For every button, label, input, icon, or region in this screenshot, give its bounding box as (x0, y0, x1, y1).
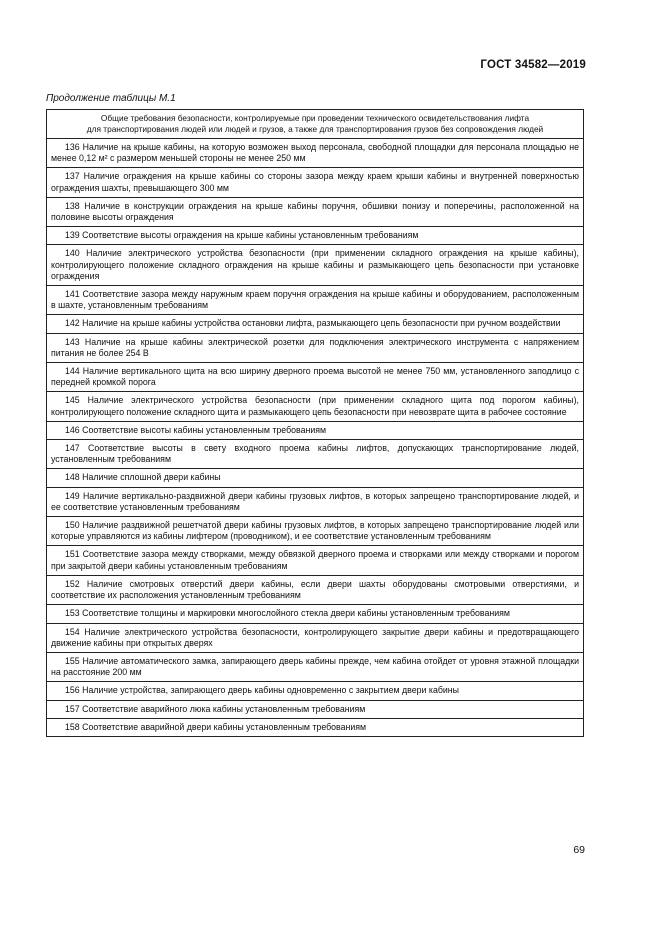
table-row (47, 575, 584, 604)
table-cell: 148 Наличие сплошной двери кабины (47, 469, 584, 487)
table-cell: 142 Наличие на крыше кабины устройства остановки лифта, размыкающего цепь безопасности при ручном воздействии (47, 315, 584, 333)
table-row (47, 363, 584, 392)
table-cell: 147 Соответствие высоты в свету входного проема кабины лифтов, допускающих транспортирование людей, установленным требованиям (47, 440, 584, 469)
table-cell: 156 Наличие устройства, запирающего дверь кабины одновременно с закрытием двери кабины (47, 682, 584, 700)
table-row (47, 421, 584, 439)
table-cell: 153 Соответствие толщины и маркировки многослойного стекла двери кабины установленным требованиям (47, 605, 584, 623)
table-cell: 146 Соответствие высоты кабины установленным требованиям (47, 421, 584, 439)
table-cell: 150 Наличие раздвижной решетчатой двери кабины грузовых лифтов, в которых запрещено транспортирование людей или которые управляются из кабины лифтером (проводником), и ее соответствие установленным требованиям (47, 517, 584, 546)
table-cell: 140 Наличие электрического устройства безопасности (при применении складного ограждения на крыше кабины), контролирующего положение складного ограждения на крыше кабины и размыкающего цепь безопасности при установке ограждения (47, 245, 584, 286)
table-cell: 141 Соответствие зазора между наружным краем поручня ограждения на крыше кабины и оборудованием, расположенным в шахте, установленным требованиям (47, 286, 584, 315)
table-row (47, 440, 584, 469)
table-cell: 157 Соответствие аварийного люка кабины установленным требованиям (47, 700, 584, 718)
table-cell: 138 Наличие в конструкции ограждения на крыше кабины поручня, обшивки понизу и поперечины, расположенной на половине высоты ограждения (47, 197, 584, 226)
table-row (47, 245, 584, 286)
table-row (47, 315, 584, 333)
table-row (47, 682, 584, 700)
table-row (47, 718, 584, 736)
table-row (47, 168, 584, 197)
table-row (47, 517, 584, 546)
table-row (47, 469, 584, 487)
page-number: 69 (573, 844, 585, 856)
table-cell: 137 Наличие ограждения на крыше кабины со стороны зазора между краем крыши кабины и внутренней поверхностью ограждения шахты, превышающего 300 мм (47, 168, 584, 197)
table-header-line-2: для транспортирования людей или людей и грузов, а также для транспортирования грузов без сопровождения людей (86, 124, 544, 134)
table-row (47, 605, 584, 623)
table-cell: 139 Соответствие высоты ограждения на крыше кабины установленным требованиям (47, 227, 584, 245)
table-cell: 136 Наличие на крыше кабины, на которую возможен выход персонала, свободной площадки для персонала площадью не менее 0,12 м² с размером меньшей стороны не менее 250 мм (47, 139, 584, 168)
table-header-cell (47, 110, 584, 139)
table-row (47, 700, 584, 718)
table-row (47, 487, 584, 516)
table-cell: 149 Наличие вертикально-раздвижной двери кабины грузовых лифтов, в которых запрещено транспортирование людей, и ее соответствие установленным требованиям (47, 487, 584, 516)
table-row (47, 652, 584, 681)
table-row (47, 392, 584, 421)
table-row (47, 546, 584, 575)
table-cell: 155 Наличие автоматического замка, запирающего дверь кабины прежде, чем кабина отойдет от уровня этажной площадки на расстояние 200 мм (47, 652, 584, 681)
table-cell: 143 Наличие на крыше кабины электрической розетки для подключения электрического инструмента с напряжением питания не более 254 В (47, 333, 584, 362)
document-code: ГОСТ 34582—2019 (480, 59, 586, 71)
table-cell: 158 Соответствие аварийной двери кабины установленным требованиям (47, 718, 584, 736)
table-header-line-1: Общие требования безопасности, контролируемые при проведении технического освидетельствования лифта (100, 113, 530, 123)
table-row (47, 139, 584, 168)
table-cell: 152 Наличие смотровых отверстий двери кабины, если двери шахты оборудованы смотровыми отверстиями, и соответствие их расположения установленным требованиям (47, 575, 584, 604)
table-caption: Продолжение таблицы М.1 (46, 93, 176, 104)
table-row (47, 333, 584, 362)
table-cell: 151 Соответствие зазора между створками, между обвязкой дверного проема и створками или между створками и порогом при закрытой двери кабины установленным требованиям (47, 546, 584, 575)
table-row (47, 623, 584, 652)
table-cell: 145 Наличие электрического устройства безопасности (при применении складного щита под порогом кабины), контролирующего положение складного щита и размыкающего цепь безопасности при невозврате щита в рабочее состояние (47, 392, 584, 421)
table-cell: 144 Наличие вертикального щита на всю ширину дверного проема высотой не менее 750 мм, установленного заподлицо с передней кромкой порога (47, 363, 584, 392)
table-header-row (47, 110, 584, 139)
table-row (47, 227, 584, 245)
table-row (47, 197, 584, 226)
table-cell: 154 Наличие электрического устройства безопасности, контролирующего закрытие двери кабины и предотвращающего движение кабины при открытых дверях (47, 623, 584, 652)
table-row (47, 286, 584, 315)
requirements-table (46, 109, 584, 737)
